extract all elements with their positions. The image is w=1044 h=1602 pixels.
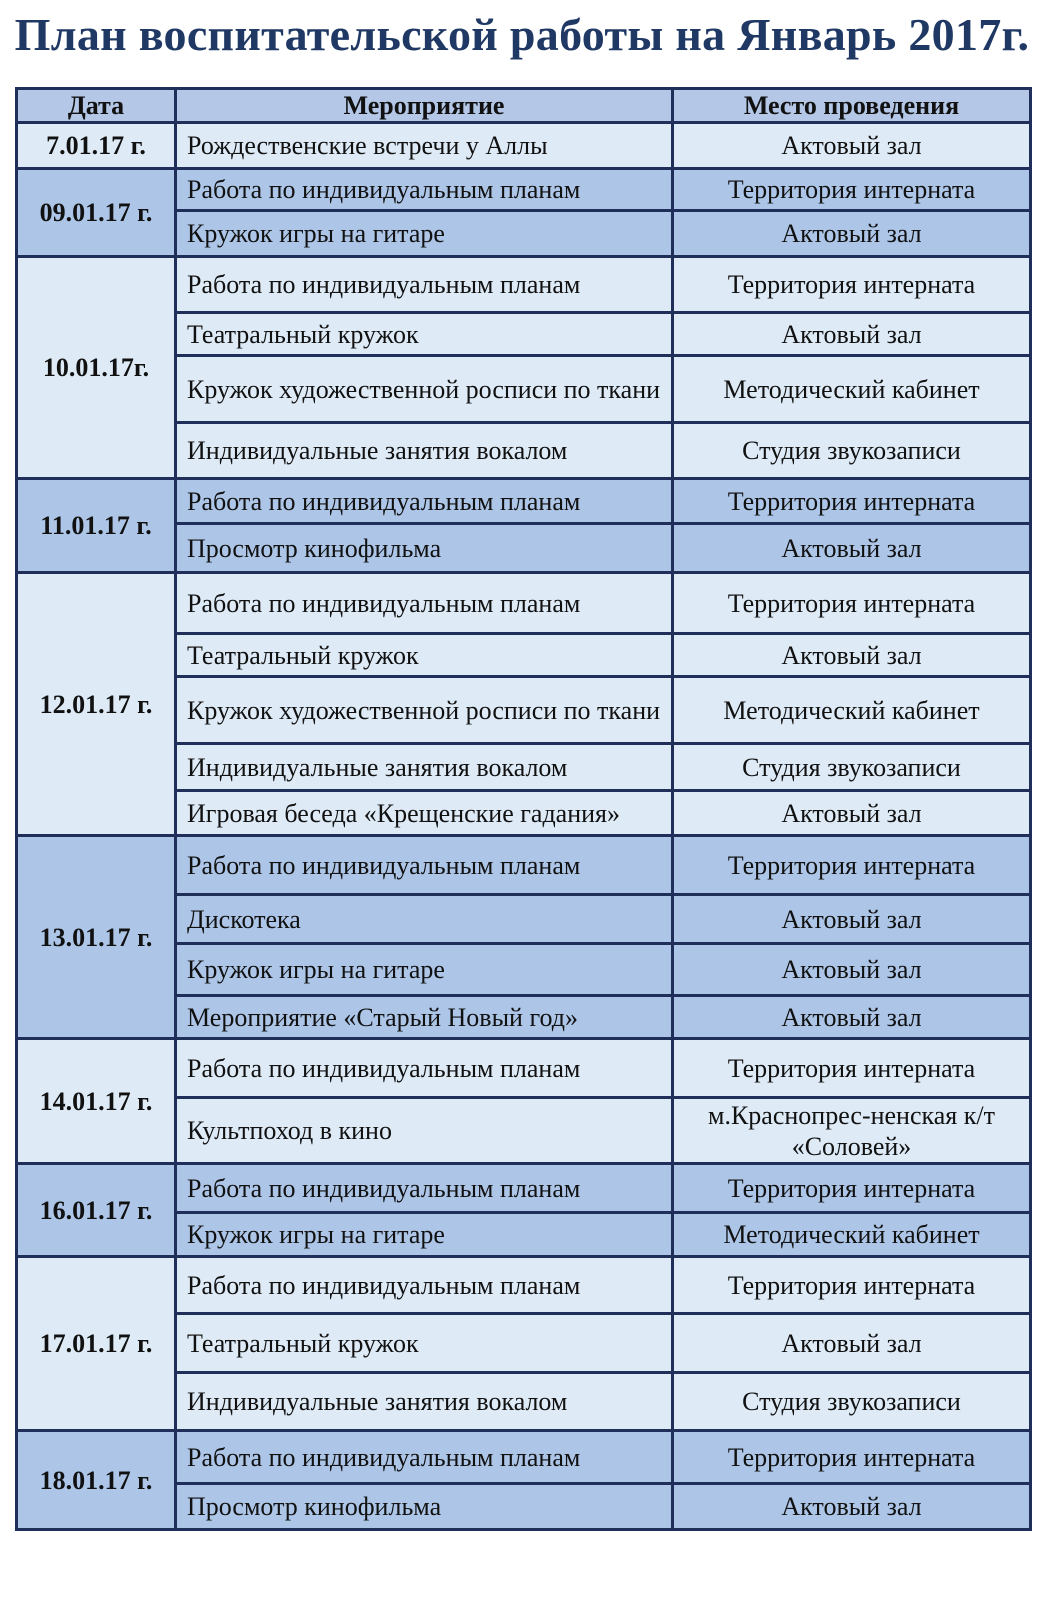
- event-cell: Работа по индивидуальным планам: [176, 1257, 673, 1314]
- place-cell: Студия звукозаписи: [673, 744, 1031, 791]
- date-cell: 16.01.17 г.: [17, 1164, 176, 1257]
- place-cell: Территория интерната: [673, 1164, 1031, 1213]
- place-cell: Студия звукозаписи: [673, 423, 1031, 479]
- table-row: [17, 1164, 1031, 1213]
- place-cell: Актовый зал: [673, 313, 1031, 356]
- event-cell: Просмотр кинофильма: [176, 524, 673, 573]
- event-cell: Индивидуальные занятия вокалом: [176, 423, 673, 479]
- page-title: План воспитательской работы на Январь 2017г.: [14, 9, 1030, 60]
- date-cell: 18.01.17 г.: [17, 1431, 176, 1530]
- place-cell: Территория интерната: [673, 836, 1031, 895]
- place-cell: Актовый зал: [673, 123, 1031, 169]
- place-cell: Актовый зал: [673, 524, 1031, 573]
- place-cell: Территория интерната: [673, 573, 1031, 634]
- event-cell: Индивидуальные занятия вокалом: [176, 1373, 673, 1431]
- event-cell: Работа по индивидуальным планам: [176, 1164, 673, 1213]
- date-cell: 17.01.17 г.: [17, 1257, 176, 1431]
- table-row: [17, 479, 1031, 524]
- date-cell: 13.01.17 г.: [17, 836, 176, 1039]
- event-cell: Работа по индивидуальным планам: [176, 1039, 673, 1098]
- place-cell: Актовый зал: [673, 634, 1031, 677]
- place-cell: Методический кабинет: [673, 1213, 1031, 1257]
- event-cell: Работа по индивидуальным планам: [176, 1431, 673, 1484]
- place-cell: Актовый зал: [673, 944, 1031, 996]
- table-header-row: [17, 89, 1031, 123]
- event-cell: Театральный кружок: [176, 313, 673, 356]
- event-cell: Театральный кружок: [176, 1314, 673, 1373]
- table-row: [17, 169, 1031, 211]
- event-cell: Кружок игры на гитаре: [176, 211, 673, 257]
- place-cell: Актовый зал: [673, 211, 1031, 257]
- date-cell: 11.01.17 г.: [17, 479, 176, 573]
- column-header-place: Место проведения: [673, 89, 1031, 123]
- place-cell: Территория интерната: [673, 1257, 1031, 1314]
- table-row: [17, 836, 1031, 895]
- event-cell: Кружок художественной росписи по ткани: [176, 356, 673, 423]
- column-header-date: Дата: [17, 89, 176, 123]
- place-cell: м.Краснопрес-ненская к/т «Соловей»: [673, 1098, 1031, 1164]
- event-cell: Дискотека: [176, 895, 673, 944]
- place-cell: Студия звукозаписи: [673, 1373, 1031, 1431]
- event-cell: Работа по индивидуальным планам: [176, 479, 673, 524]
- place-cell: Актовый зал: [673, 996, 1031, 1039]
- place-cell: Методический кабинет: [673, 677, 1031, 744]
- date-cell: 7.01.17 г.: [17, 123, 176, 169]
- event-cell: Работа по индивидуальным планам: [176, 573, 673, 634]
- event-cell: Просмотр кинофильма: [176, 1484, 673, 1530]
- table-row: [17, 1431, 1031, 1484]
- event-cell: Театральный кружок: [176, 634, 673, 677]
- event-cell: Работа по индивидуальным планам: [176, 836, 673, 895]
- place-cell: Актовый зал: [673, 1314, 1031, 1373]
- event-cell: Мероприятие «Старый Новый год»: [176, 996, 673, 1039]
- place-cell: Методический кабинет: [673, 356, 1031, 423]
- event-cell: Кружок игры на гитаре: [176, 1213, 673, 1257]
- date-cell: 12.01.17 г.: [17, 573, 176, 836]
- table-row: [17, 1257, 1031, 1314]
- event-cell: Рождественские встречи у Аллы: [176, 123, 673, 169]
- event-cell: Работа по индивидуальным планам: [176, 169, 673, 211]
- place-cell: Актовый зал: [673, 791, 1031, 836]
- column-header-event: Мероприятие: [176, 89, 673, 123]
- table-row: [17, 123, 1031, 169]
- place-cell: Актовый зал: [673, 895, 1031, 944]
- event-cell: Культпоход в кино: [176, 1098, 673, 1164]
- place-cell: Территория интерната: [673, 169, 1031, 211]
- schedule-body: [17, 123, 1031, 1530]
- place-cell: Территория интерната: [673, 1431, 1031, 1484]
- schedule-table: [15, 87, 1032, 1531]
- event-cell: Кружок игры на гитаре: [176, 944, 673, 996]
- table-row: [17, 1039, 1031, 1098]
- event-cell: Работа по индивидуальным планам: [176, 257, 673, 313]
- place-cell: Территория интерната: [673, 479, 1031, 524]
- event-cell: Индивидуальные занятия вокалом: [176, 744, 673, 791]
- date-cell: 10.01.17г.: [17, 257, 176, 479]
- date-cell: 09.01.17 г.: [17, 169, 176, 257]
- date-cell: 14.01.17 г.: [17, 1039, 176, 1164]
- place-cell: Актовый зал: [673, 1484, 1031, 1530]
- event-cell: Игровая беседа «Крещенские гадания»: [176, 791, 673, 836]
- table-row: [17, 257, 1031, 313]
- place-cell: Территория интерната: [673, 257, 1031, 313]
- table-row: [17, 573, 1031, 634]
- place-cell: Территория интерната: [673, 1039, 1031, 1098]
- event-cell: Кружок художественной росписи по ткани: [176, 677, 673, 744]
